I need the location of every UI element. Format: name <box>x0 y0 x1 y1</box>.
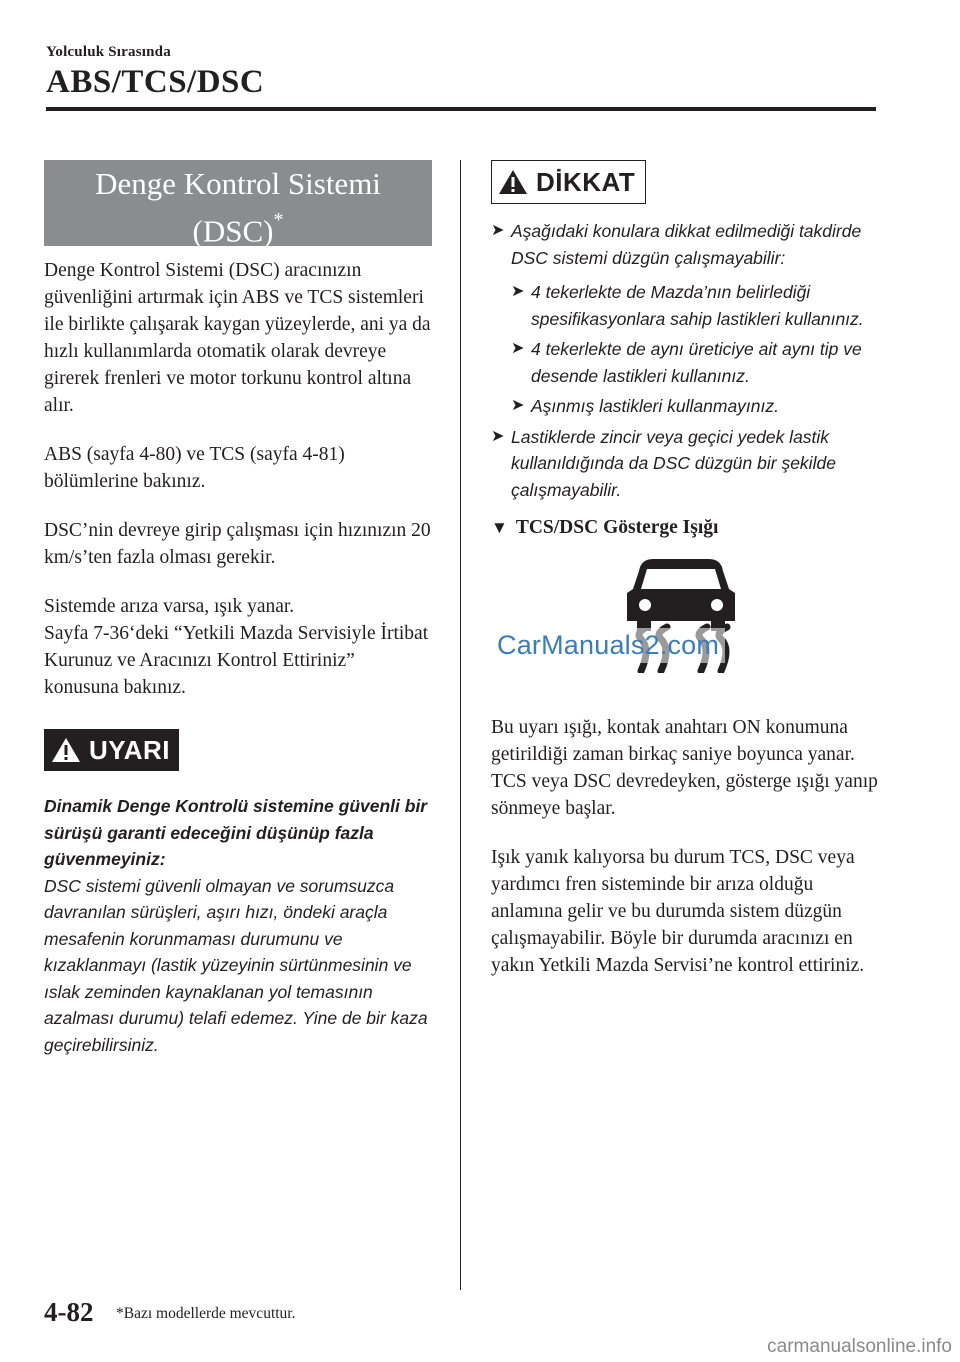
caution-badge <box>491 160 646 204</box>
header-rule <box>46 107 876 111</box>
watermark-text: CarManuals2.com <box>491 628 725 663</box>
caution-sub-bullet <box>491 279 881 332</box>
indicator-subheading-text: TCS/DSC Gösterge Işığı <box>515 517 719 538</box>
warning-label: UYARI <box>89 734 171 765</box>
paragraph-indicator-fault: Işık yanık kalıyorsa bu durum TCS, DSC veya yardımcı fren sisteminde bir arıza olduğu anlamına gelir ve bu durumda sistem düzgün çalışmayabilir. Böyle bir durumda aracınızı en yakın Yetkili Mazda Servisi’ne kontrol ettiriniz. <box>491 847 865 976</box>
warning-triangle-icon <box>51 736 81 764</box>
caution-bullet-text: Aşağıdaki konulara dikkat edilmediği takdirde DSC sistemi düzgün çalışmayabilir: <box>511 221 862 268</box>
paragraph-fault: Sistemde arıza varsa, ışık yanar. Sayfa 7-36‘deki “Yetkili Mazda Servisiyle İrtibat Kurunuz ve Aracınızı Kontrol Ettiriniz” konusuna bakınız. <box>44 596 429 698</box>
warning-body-text: DSC sistemi güvenli olmayan ve sorumsuzca davranılan sürüşleri, aşırı hızı, öndeki araçla mesafenin korunmaması durumunu ve kızaklanmayı (lastik yüzeyinin sürtünmesinin ve ıslak zeminden kaynaklanan yol temasının azalması durumu) telafi edemez. Yine de bir kaza geçirebilirsiniz. <box>44 875 428 1055</box>
arrow-bullet-icon: ➤ <box>511 283 525 300</box>
page-title: ABS/TCS/DSC <box>46 64 265 100</box>
caution-bullet <box>491 424 881 504</box>
paragraph-abs-tcs-ref: ABS (sayfa 4-80) ve TCS (sayfa 4-81) bölümlerine bakınız. <box>44 444 345 492</box>
caution-sub-bullet-text: 4 tekerlekte de aynı üreticiye ait aynı tip ve desende lastikleri kullanınız. <box>531 339 862 386</box>
section-name: Yolculuk Sırasında <box>46 44 171 60</box>
warning-badge <box>44 729 179 771</box>
section-title-box <box>44 160 432 249</box>
arrow-bullet-icon: ➤ <box>511 397 525 414</box>
section-title-dsc: (DSC) <box>192 213 274 249</box>
paragraph-speed-req: DSC’nin devreye girip çalışması için hızınızın 20 km/s’ten fazla olması gerekir. <box>44 520 431 568</box>
indicator-subheading <box>491 517 881 539</box>
right-column <box>491 160 881 979</box>
warning-bold-text: Dinamik Denge Kontrolü sistemine güvenli bir sürüşü garanti edeceğini düşünüp fazla güvenmeyiniz: <box>44 796 428 869</box>
warning-triangle-icon <box>498 168 528 196</box>
caution-sub-bullet-text: Aşınmış lastikleri kullanmayınız. <box>531 396 779 416</box>
arrow-bullet-icon: ➤ <box>491 427 505 445</box>
caution-bullet-text: Lastiklerde zincir veya geçici yedek lastik kullanıldığında da DSC düzgün bir şekilde çalışmayabilir. <box>511 426 836 500</box>
left-column <box>44 160 434 1058</box>
paragraph-indicator-on: Bu uyarı ışığı, kontak anahtarı ON konumuna getirildiği zaman birkaç saniye boyunca yanar. TCS veya DSC devredeyken, gösterge ışığı yanıp sönmeye başlar. <box>491 717 878 819</box>
footnote: *Bazı modellerde mevcuttur. <box>116 1305 296 1322</box>
column-divider <box>460 160 461 1290</box>
arrow-bullet-icon: ➤ <box>511 340 525 357</box>
paragraph-dsc-intro: Denge Kontrol Sistemi (DSC) aracınızın güvenliğini artırmak için ABS ve TCS sistemleri ile birlikte çalışarak kaygan yüzeylerde, ani ya da hızlı kullanımlarda otomatik olarak devreye girerek frenleri ve motor torkunu kontrol altına alır. <box>44 260 431 416</box>
caution-sub-bullet <box>491 393 881 420</box>
footnote-marker: * <box>273 209 284 231</box>
site-watermark: carmanualsonline.info <box>767 1336 952 1357</box>
caution-sub-bullet-text: 4 tekerlekte de Mazda’nın belirlediği spesifikasyonlara sahip lastikleri kullanınız. <box>531 282 864 329</box>
page-number: 4-82 <box>44 1297 94 1327</box>
caution-label: DİKKAT <box>536 166 636 197</box>
caution-sub-bullet <box>491 336 881 389</box>
indicator-icon-area <box>491 553 881 703</box>
caution-bullet <box>491 218 881 271</box>
section-title-line1: Denge Kontrol Sistemi <box>95 166 381 201</box>
section-title-line2 <box>44 204 432 251</box>
arrow-bullet-icon: ➤ <box>491 222 505 239</box>
triangle-down-icon: ▼ <box>491 518 508 537</box>
